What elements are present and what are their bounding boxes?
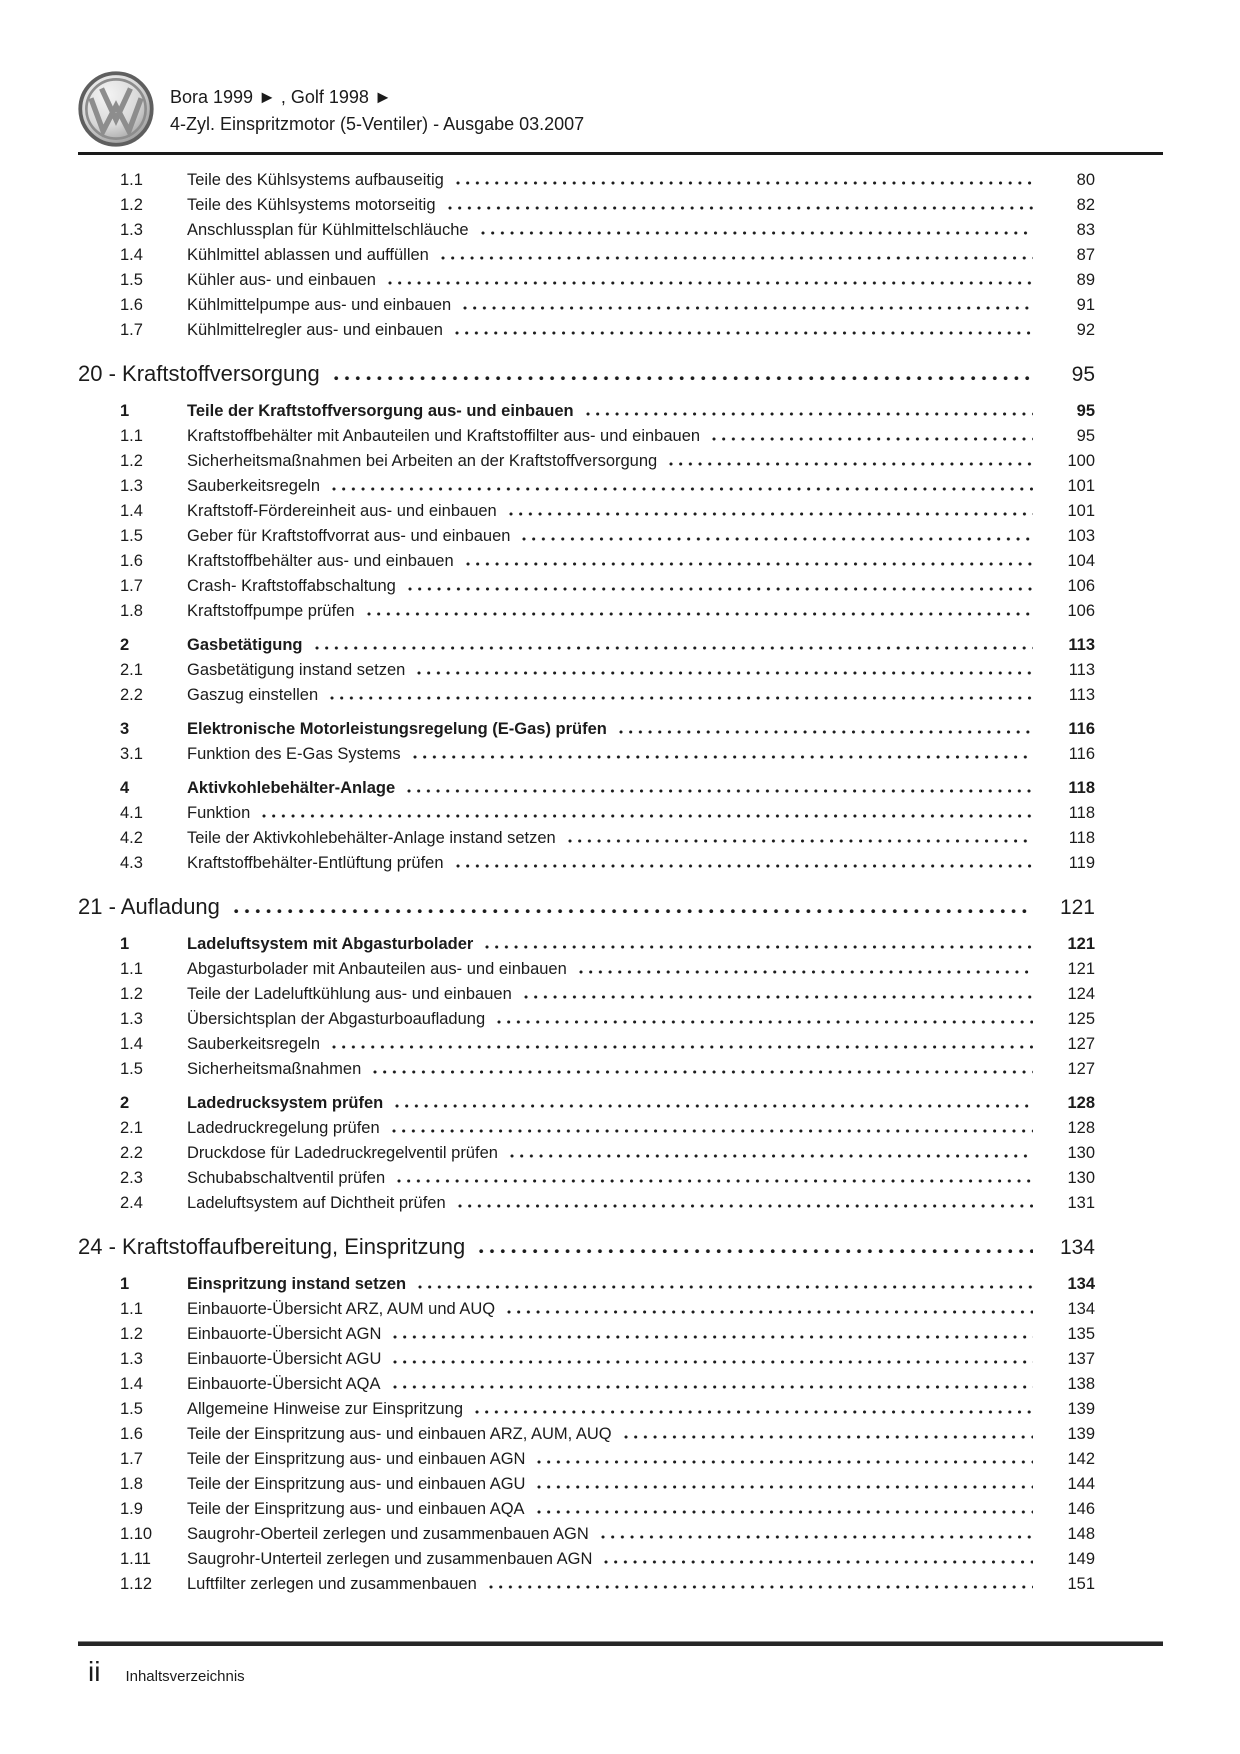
dot-leader bbox=[481, 231, 1033, 235]
entry-page: 125 bbox=[1067, 1010, 1095, 1028]
entry-number: 1.2 bbox=[120, 196, 143, 214]
dot-leader bbox=[522, 537, 1033, 541]
entry-number: 2.4 bbox=[120, 1194, 143, 1212]
entry-number: 1.2 bbox=[120, 985, 143, 1003]
entry-title: Teile der Einspritzung aus- und einbauen ARZ, AUM, AUQ bbox=[187, 1425, 612, 1443]
footer-page-number: ii bbox=[88, 1656, 101, 1687]
dot-leader bbox=[568, 839, 1033, 843]
entry-title: Gaszug einstellen bbox=[187, 686, 319, 704]
toc-entry bbox=[78, 1191, 1163, 1216]
entry-title: Kraftstoffpumpe prüfen bbox=[187, 602, 355, 620]
entry-number: 1.7 bbox=[120, 1450, 143, 1468]
dot-leader bbox=[455, 331, 1033, 335]
footer-label: Inhaltsverzeichnis bbox=[125, 1668, 245, 1685]
dot-leader bbox=[330, 696, 1033, 700]
entry-number: 1.7 bbox=[120, 577, 143, 595]
dot-leader bbox=[485, 945, 1033, 949]
entry-number: 1.4 bbox=[120, 1035, 143, 1053]
entry-title: Teile des Kühlsystems aufbauseitig bbox=[187, 171, 444, 189]
entry-number: 1.9 bbox=[120, 1500, 143, 1518]
toc-entry bbox=[78, 801, 1163, 826]
dot-leader bbox=[537, 1510, 1033, 1514]
toc-entry bbox=[78, 243, 1163, 268]
entry-page: 135 bbox=[1067, 1325, 1095, 1343]
entry-page: 103 bbox=[1067, 527, 1095, 545]
entry-page: 101 bbox=[1067, 477, 1095, 495]
entry-number: 2 bbox=[120, 1094, 130, 1112]
entry-title: Sicherheitsmaßnahmen bbox=[187, 1060, 362, 1078]
section-title: 24 - Kraftstoffaufbereitung, Einspritzung bbox=[78, 1234, 466, 1259]
entry-page: 118 bbox=[1068, 779, 1095, 797]
table-of-contents bbox=[78, 155, 1163, 1597]
toc-entry bbox=[78, 1547, 1163, 1572]
entry-number: 1.11 bbox=[120, 1550, 151, 1568]
header-models: Bora 1999 ► , Golf 1998 ► bbox=[170, 87, 392, 107]
toc-entry bbox=[78, 1116, 1163, 1141]
entry-title: Teile der Einspritzung aus- und einbauen AGN bbox=[187, 1450, 526, 1468]
toc-entry bbox=[78, 957, 1163, 982]
dot-leader bbox=[407, 789, 1033, 793]
toc-entry bbox=[78, 633, 1163, 658]
entry-number: 1.7 bbox=[120, 321, 143, 339]
entry-number: 1.3 bbox=[120, 221, 143, 239]
toc-entry bbox=[78, 1397, 1163, 1422]
toc-entry bbox=[78, 717, 1163, 742]
entry-page: 137 bbox=[1067, 1350, 1095, 1368]
entry-page: 128 bbox=[1067, 1119, 1095, 1137]
entry-number: 1.5 bbox=[120, 1060, 143, 1078]
dot-leader bbox=[418, 1285, 1033, 1289]
entry-number: 1.4 bbox=[120, 246, 143, 264]
entry-number: 1.2 bbox=[120, 452, 143, 470]
dot-leader bbox=[408, 587, 1033, 591]
entry-title: Druckdose für Ladedruckregelventil prüfen bbox=[187, 1144, 498, 1162]
entry-page: 139 bbox=[1067, 1400, 1095, 1418]
entry-title: Anschlussplan für Kühlmittelschläuche bbox=[187, 221, 469, 239]
entry-number: 1.3 bbox=[120, 477, 143, 495]
toc-entry bbox=[78, 1007, 1163, 1032]
entry-title: Abgasturbolader mit Anbauteilen aus- und einbauen bbox=[187, 960, 567, 978]
entry-title: Schubabschaltventil prüfen bbox=[187, 1169, 386, 1187]
entry-number: 1.4 bbox=[120, 502, 143, 520]
entry-title: Sicherheitsmaßnahmen bei Arbeiten an der Kraftstoffversorgung bbox=[187, 452, 658, 470]
entry-page: 124 bbox=[1067, 985, 1095, 1003]
entry-title: Sauberkeitsregeln bbox=[187, 1035, 320, 1053]
dot-leader bbox=[448, 206, 1033, 210]
dot-leader bbox=[262, 814, 1033, 818]
dot-leader bbox=[332, 487, 1033, 491]
dot-leader bbox=[332, 1045, 1033, 1049]
entry-page: 128 bbox=[1067, 1094, 1095, 1112]
entry-title: Kühlmittel ablassen und auffüllen bbox=[187, 246, 429, 264]
dot-leader bbox=[413, 755, 1033, 759]
entry-number: 1.6 bbox=[120, 552, 143, 570]
toc-entry bbox=[78, 1141, 1163, 1166]
toc-entry bbox=[78, 449, 1163, 474]
dot-leader bbox=[497, 1020, 1033, 1024]
toc-entry bbox=[78, 1057, 1163, 1082]
toc-entry bbox=[78, 293, 1163, 318]
entry-page: 87 bbox=[1076, 246, 1095, 264]
entry-title: Kraftstoffbehälter-Entlüftung prüfen bbox=[187, 854, 444, 872]
entry-page: 95 bbox=[1076, 402, 1095, 420]
toc-entry bbox=[78, 399, 1163, 424]
dot-leader bbox=[507, 1310, 1033, 1314]
entry-title: Einbauorte-Übersicht AGU bbox=[187, 1350, 382, 1368]
entry-number: 1.10 bbox=[120, 1525, 153, 1543]
entry-number: 4.2 bbox=[120, 829, 143, 847]
entry-page: 148 bbox=[1067, 1525, 1095, 1543]
entry-number: 1.2 bbox=[120, 1325, 143, 1343]
entry-title: Aktivkohlebehälter-Anlage bbox=[187, 779, 396, 797]
section-page: 95 bbox=[1071, 363, 1095, 386]
entry-number: 1.1 bbox=[120, 960, 143, 978]
entry-title: Luftfilter zerlegen und zusammenbauen bbox=[187, 1575, 477, 1593]
entry-number: 1.6 bbox=[120, 296, 143, 314]
toc-entry bbox=[78, 193, 1163, 218]
dot-leader bbox=[537, 1460, 1033, 1464]
toc-entry bbox=[78, 1447, 1163, 1472]
entry-number: 4.3 bbox=[120, 854, 143, 872]
entry-title: Einbauorte-Übersicht AQA bbox=[187, 1375, 381, 1393]
dot-leader bbox=[601, 1535, 1033, 1539]
entry-title: Kühlmittelpumpe aus- und einbauen bbox=[187, 296, 452, 314]
toc-section-heading bbox=[78, 892, 1163, 923]
dot-leader bbox=[669, 462, 1033, 466]
toc-entry bbox=[78, 524, 1163, 549]
header bbox=[78, 0, 1163, 147]
entry-page: 127 bbox=[1067, 1035, 1095, 1053]
entry-number: 3 bbox=[120, 720, 130, 738]
dot-leader bbox=[479, 1249, 1033, 1254]
toc-entry bbox=[78, 1572, 1163, 1597]
toc-entry bbox=[78, 499, 1163, 524]
entry-page: 134 bbox=[1067, 1275, 1095, 1293]
entry-number: 3.1 bbox=[120, 745, 143, 763]
section-page: 134 bbox=[1059, 1236, 1095, 1259]
toc-entry bbox=[78, 1297, 1163, 1322]
section-title: 20 - Kraftstoffversorgung bbox=[78, 361, 320, 386]
entry-title: Kühler aus- und einbauen bbox=[187, 271, 376, 289]
dot-leader bbox=[373, 1070, 1033, 1074]
toc-entry bbox=[78, 683, 1163, 708]
entry-title: Geber für Kraftstoffvorrat aus- und einbauen bbox=[187, 527, 511, 545]
toc-entry bbox=[78, 851, 1163, 876]
entry-title: Ladeluftsystem mit Abgasturbolader bbox=[187, 935, 474, 953]
entry-number: 1.5 bbox=[120, 527, 143, 545]
entry-page: 101 bbox=[1067, 502, 1095, 520]
entry-number: 1.1 bbox=[120, 427, 143, 445]
entry-title: Sauberkeitsregeln bbox=[187, 477, 320, 495]
toc-entry bbox=[78, 1032, 1163, 1057]
entry-page: 121 bbox=[1067, 960, 1095, 978]
entry-title: Kraftstoffbehälter mit Anbauteilen und Kraftstoffilter aus- und einbauen bbox=[187, 427, 701, 445]
entry-page: 118 bbox=[1068, 804, 1095, 822]
toc-entry bbox=[78, 1322, 1163, 1347]
dot-leader bbox=[586, 412, 1033, 416]
entry-number: 1.8 bbox=[120, 602, 143, 620]
entry-title: Crash- Kraftstoffabschaltung bbox=[187, 577, 396, 595]
entry-page: 113 bbox=[1068, 636, 1095, 654]
entry-page: 116 bbox=[1068, 745, 1095, 763]
entry-page: 119 bbox=[1068, 854, 1095, 872]
toc-entry bbox=[78, 776, 1163, 801]
dot-leader bbox=[458, 1204, 1033, 1208]
dot-leader bbox=[441, 256, 1033, 260]
entry-number: 1.5 bbox=[120, 1400, 143, 1418]
entry-title: Teile der Aktivkohlebehälter-Anlage instand setzen bbox=[187, 829, 556, 847]
dot-leader bbox=[456, 864, 1033, 868]
dot-leader bbox=[393, 1360, 1033, 1364]
toc-entry bbox=[78, 742, 1163, 767]
entry-number: 2 bbox=[120, 636, 130, 654]
dot-leader bbox=[489, 1585, 1033, 1589]
entry-title: Elektronische Motorleistungsregelung (E-Gas) prüfen bbox=[187, 720, 607, 738]
header-text bbox=[170, 84, 584, 138]
entry-page: 138 bbox=[1067, 1375, 1095, 1393]
entry-title: Teile der Kraftstoffversorgung aus- und einbauen bbox=[187, 402, 574, 420]
toc-entry bbox=[78, 1347, 1163, 1372]
dot-leader bbox=[466, 562, 1033, 566]
entry-number: 1 bbox=[120, 402, 130, 420]
toc-entry bbox=[78, 932, 1163, 957]
entry-number: 1.4 bbox=[120, 1375, 143, 1393]
toc-entry bbox=[78, 1091, 1163, 1116]
dot-leader bbox=[392, 1129, 1033, 1133]
entry-number: 4.1 bbox=[120, 804, 143, 822]
entry-page: 92 bbox=[1076, 321, 1095, 339]
toc-entry bbox=[78, 1497, 1163, 1522]
entry-number: 1.12 bbox=[120, 1575, 153, 1593]
section-page: 121 bbox=[1059, 896, 1095, 919]
entry-page: 127 bbox=[1067, 1060, 1095, 1078]
dot-leader bbox=[475, 1410, 1033, 1414]
entry-title: Teile der Einspritzung aus- und einbauen AGU bbox=[187, 1475, 526, 1493]
entry-page: 139 bbox=[1067, 1425, 1095, 1443]
entry-page: 80 bbox=[1076, 171, 1095, 189]
entry-title: Saugrohr-Unterteil zerlegen und zusammenbauen AGN bbox=[187, 1550, 593, 1568]
dot-leader bbox=[524, 995, 1033, 999]
dot-leader bbox=[395, 1104, 1033, 1108]
entry-page: 130 bbox=[1067, 1169, 1095, 1187]
toc-entry bbox=[78, 1372, 1163, 1397]
entry-page: 89 bbox=[1076, 271, 1095, 289]
entry-number: 2.1 bbox=[120, 1119, 143, 1137]
dot-leader bbox=[393, 1335, 1033, 1339]
dot-leader bbox=[510, 1154, 1033, 1158]
entry-title: Kraftstoffbehälter aus- und einbauen bbox=[187, 552, 454, 570]
entry-page: 134 bbox=[1067, 1300, 1095, 1318]
entry-title: Ladedrucksystem prüfen bbox=[187, 1094, 384, 1112]
toc-entry bbox=[78, 168, 1163, 193]
entry-number: 1.8 bbox=[120, 1475, 143, 1493]
entry-title: Gasbetätigung bbox=[187, 636, 303, 654]
entry-number: 1.3 bbox=[120, 1350, 143, 1368]
toc-entry bbox=[78, 658, 1163, 683]
entry-title: Gasbetätigung instand setzen bbox=[187, 661, 406, 679]
dot-leader bbox=[579, 970, 1033, 974]
entry-page: 131 bbox=[1067, 1194, 1095, 1212]
entry-title: Kühlmittelregler aus- und einbauen bbox=[187, 321, 443, 339]
dot-leader bbox=[509, 512, 1033, 516]
footer-row bbox=[78, 1655, 1163, 1689]
toc-entry bbox=[78, 474, 1163, 499]
dot-leader bbox=[334, 376, 1033, 381]
toc-entry bbox=[78, 1472, 1163, 1497]
dot-leader bbox=[624, 1435, 1033, 1439]
toc-entry bbox=[78, 599, 1163, 624]
toc-entry bbox=[78, 1422, 1163, 1447]
dot-leader bbox=[619, 730, 1033, 734]
entry-page: 144 bbox=[1067, 1475, 1095, 1493]
toc-entry bbox=[78, 318, 1163, 343]
entry-number: 1.1 bbox=[120, 171, 143, 189]
dot-leader bbox=[604, 1560, 1033, 1564]
toc-section-heading bbox=[78, 1232, 1163, 1263]
entry-title: Saugrohr-Oberteil zerlegen und zusammenbauen AGN bbox=[187, 1525, 589, 1543]
entry-number: 2.2 bbox=[120, 1144, 143, 1162]
dot-leader bbox=[393, 1385, 1033, 1389]
entry-page: 106 bbox=[1067, 602, 1095, 620]
toc-entry bbox=[78, 982, 1163, 1007]
footer-divider bbox=[78, 1641, 1163, 1646]
entry-number: 2.3 bbox=[120, 1169, 143, 1187]
entry-page: 116 bbox=[1068, 720, 1095, 738]
toc-entry bbox=[78, 424, 1163, 449]
entry-page: 130 bbox=[1067, 1144, 1095, 1162]
entry-title: Einspritzung instand setzen bbox=[187, 1275, 407, 1293]
entry-number: 1 bbox=[120, 935, 130, 953]
section-title: 21 - Aufladung bbox=[78, 894, 220, 919]
entry-number: 1.6 bbox=[120, 1425, 143, 1443]
toc-entry bbox=[78, 268, 1163, 293]
toc-entry bbox=[78, 549, 1163, 574]
entry-number: 1 bbox=[120, 1275, 130, 1293]
entry-title: Funktion des E-Gas Systems bbox=[187, 745, 401, 763]
entry-page: 113 bbox=[1068, 686, 1095, 704]
header-subtitle: 4-Zyl. Einspritzmotor (5-Ventiler) - Ausgabe 03.2007 bbox=[170, 114, 585, 134]
entry-number: 4 bbox=[120, 779, 130, 797]
entry-number: 1.3 bbox=[120, 1010, 143, 1028]
entry-title: Kraftstoff-Fördereinheit aus- und einbauen bbox=[187, 502, 497, 520]
entry-title: Teile der Einspritzung aus- und einbauen AQA bbox=[187, 1500, 525, 1518]
entry-page: 83 bbox=[1076, 221, 1095, 239]
entry-title: Ladedruckregelung prüfen bbox=[187, 1119, 380, 1137]
toc-section-heading bbox=[78, 359, 1163, 390]
entry-number: 1.5 bbox=[120, 271, 143, 289]
entry-page: 104 bbox=[1067, 552, 1095, 570]
entry-page: 142 bbox=[1067, 1450, 1095, 1468]
dot-leader bbox=[456, 181, 1033, 185]
entry-title: Teile der Ladeluftkühlung aus- und einbauen bbox=[187, 985, 512, 1003]
entry-number: 2.1 bbox=[120, 661, 143, 679]
entry-title: Einbauorte-Übersicht AGN bbox=[187, 1325, 382, 1343]
entry-page: 151 bbox=[1067, 1575, 1095, 1593]
entry-page: 82 bbox=[1076, 196, 1095, 214]
toc-entry bbox=[78, 1272, 1163, 1297]
dot-leader bbox=[463, 306, 1033, 310]
entry-page: 100 bbox=[1067, 452, 1095, 470]
entry-title: Allgemeine Hinweise zur Einspritzung bbox=[187, 1400, 464, 1418]
entry-title: Teile des Kühlsystems motorseitig bbox=[187, 196, 436, 214]
footer bbox=[78, 1641, 1163, 1689]
entry-page: 121 bbox=[1067, 935, 1095, 953]
entry-page: 118 bbox=[1068, 829, 1095, 847]
toc-entry bbox=[78, 1166, 1163, 1191]
toc-entry bbox=[78, 826, 1163, 851]
entry-title: Einbauorte-Übersicht ARZ, AUM und AUQ bbox=[187, 1300, 496, 1318]
toc-entry bbox=[78, 574, 1163, 599]
entry-title: Funktion bbox=[187, 804, 251, 822]
dot-leader bbox=[397, 1179, 1033, 1183]
entry-page: 146 bbox=[1067, 1500, 1095, 1518]
dot-leader bbox=[712, 437, 1033, 441]
entry-page: 91 bbox=[1076, 296, 1095, 314]
entry-page: 95 bbox=[1076, 427, 1095, 445]
vw-logo-icon bbox=[78, 71, 154, 147]
dot-leader bbox=[367, 612, 1033, 616]
entry-page: 106 bbox=[1067, 577, 1095, 595]
entry-page: 113 bbox=[1068, 661, 1095, 679]
dot-leader bbox=[537, 1485, 1033, 1489]
dot-leader bbox=[417, 671, 1033, 675]
entry-number: 1.1 bbox=[120, 1300, 143, 1318]
entry-number: 2.2 bbox=[120, 686, 143, 704]
toc-entry bbox=[78, 218, 1163, 243]
dot-leader bbox=[315, 646, 1033, 650]
entry-title: Ladeluftsystem auf Dichtheit prüfen bbox=[187, 1194, 446, 1212]
entry-title: Übersichtsplan der Abgasturboaufladung bbox=[187, 1010, 486, 1028]
dot-leader bbox=[388, 281, 1033, 285]
dot-leader bbox=[234, 909, 1033, 914]
entry-page: 149 bbox=[1067, 1550, 1095, 1568]
toc-entry bbox=[78, 1522, 1163, 1547]
